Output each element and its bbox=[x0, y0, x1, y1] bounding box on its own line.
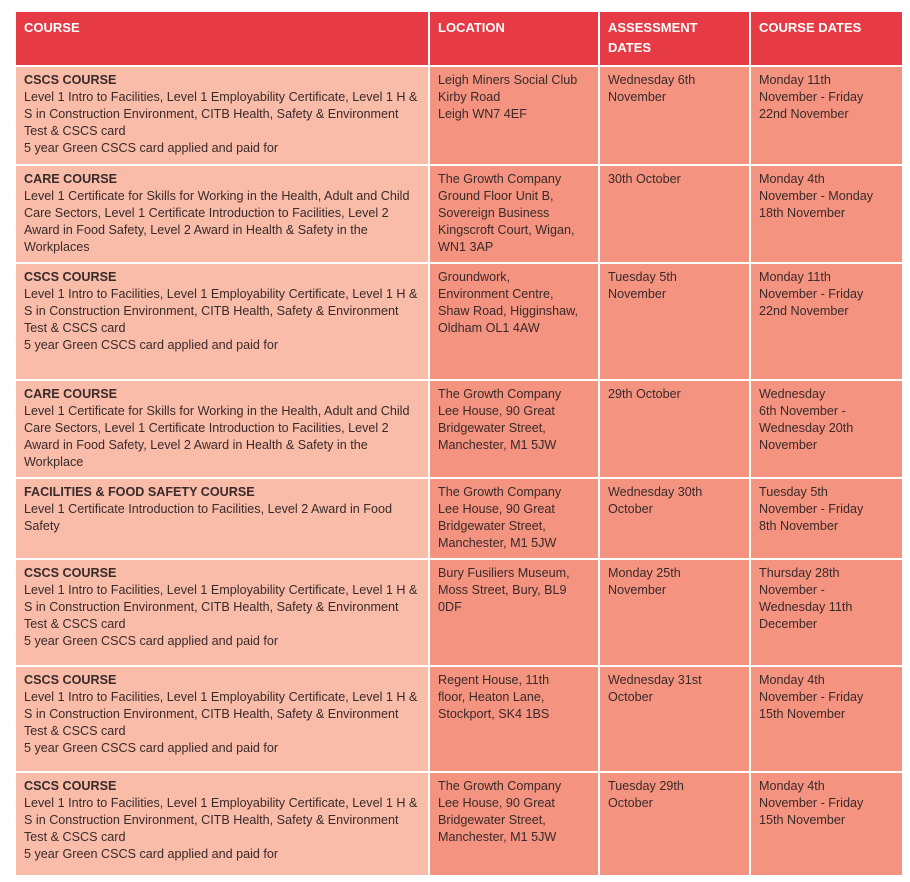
course-cell bbox=[15, 380, 429, 478]
course-title: FACILITIES & FOOD SAFETY COURSE bbox=[24, 485, 255, 499]
header-assessment-dates bbox=[599, 11, 750, 66]
dates-text: Tuesday 5th November - Friday 8th November bbox=[759, 485, 864, 533]
course-cell bbox=[15, 165, 429, 263]
course-title: CSCS COURSE bbox=[24, 779, 117, 793]
location-text: Groundwork, Environment Centre, Shaw Road, Higginshaw, Oldham OL1 4AW bbox=[438, 270, 579, 335]
assessment-text: Wednesday 30th October bbox=[608, 485, 703, 516]
course-extra: 5 year Green CSCS card applied and paid for bbox=[24, 741, 279, 755]
table-row bbox=[15, 380, 903, 478]
header-assessment-label: ASSESSMENT DATES bbox=[608, 20, 698, 55]
course-cell bbox=[15, 263, 429, 380]
course-extra: 5 year Green CSCS card applied and paid for bbox=[24, 847, 279, 861]
dates-text: Thursday 28th November - Wednesday 11th December bbox=[759, 566, 853, 631]
assessment-text: Monday 25th November bbox=[608, 566, 681, 597]
table-row bbox=[15, 165, 903, 263]
location-text: The Growth Company Lee House, 90 Great Bridgewater Street, Manchester, M1 5JW bbox=[438, 485, 562, 550]
location-cell bbox=[429, 559, 599, 666]
course-description: Level 1 Intro to Facilities, Level 1 Employability Certificate, Level 1 H & S in Construction Environment, CITB Health, Safety & Environment Test & CSCS card bbox=[24, 690, 418, 738]
header-course-dates bbox=[750, 11, 903, 66]
assessment-text: 30th October bbox=[608, 172, 681, 186]
course-cell bbox=[15, 666, 429, 772]
dates-cell bbox=[750, 165, 903, 263]
location-cell bbox=[429, 478, 599, 559]
table-row bbox=[15, 263, 903, 380]
course-description: Level 1 Intro to Facilities, Level 1 Employability Certificate, Level 1 H & S in Construction Environment, CITB Health, Safety & Environment Test & CSCS card bbox=[24, 287, 418, 335]
course-description: Level 1 Intro to Facilities, Level 1 Employability Certificate, Level 1 H & S in Construction Environment, CITB Health, Safety & Environment Test & CSCS card bbox=[24, 796, 418, 844]
table-body bbox=[15, 66, 903, 876]
location-text: Bury Fusiliers Museum, Moss Street, Bury, BL9 0DF bbox=[438, 566, 570, 614]
course-description: Level 1 Certificate for Skills for Working in the Health, Adult and Child Care Sectors, Level 1 Certificate Introduction to Facilities, Level 2 Award in Food Safety, Level 2 Award in Health & Safety in the Workplaces bbox=[24, 189, 410, 254]
course-title: CSCS COURSE bbox=[24, 270, 117, 284]
course-title: CSCS COURSE bbox=[24, 673, 117, 687]
course-description: Level 1 Certificate Introduction to Facilities, Level 2 Award in Food Safety bbox=[24, 502, 392, 533]
dates-cell bbox=[750, 559, 903, 666]
assessment-cell bbox=[599, 478, 750, 559]
course-description: Level 1 Certificate for Skills for Working in the Health, Adult and Child Care Sectors, Level 1 Certificate Introduction to Facilities, Level 2 Award in Food Safety, Level 2 Award in Health & Safety in the Workplace bbox=[24, 404, 410, 469]
course-cell bbox=[15, 66, 429, 165]
assessment-text: Wednesday 6th November bbox=[608, 73, 696, 104]
assessment-cell bbox=[599, 559, 750, 666]
assessment-text: 29th October bbox=[608, 387, 681, 401]
header-dates-label: COURSE DATES bbox=[759, 20, 862, 35]
assessment-cell bbox=[599, 380, 750, 478]
course-title: CARE COURSE bbox=[24, 172, 118, 186]
dates-cell bbox=[750, 66, 903, 165]
assessment-cell bbox=[599, 165, 750, 263]
course-cell bbox=[15, 559, 429, 666]
course-title: CSCS COURSE bbox=[24, 73, 117, 87]
table-row bbox=[15, 478, 903, 559]
table-row bbox=[15, 772, 903, 876]
dates-text: Monday 11th November - Friday 22nd November bbox=[759, 270, 864, 318]
dates-text: Monday 11th November - Friday 22nd November bbox=[759, 73, 864, 121]
assessment-cell bbox=[599, 772, 750, 876]
dates-cell bbox=[750, 478, 903, 559]
location-text: Leigh Miners Social Club Kirby Road Leigh WN7 4EF bbox=[438, 73, 578, 121]
dates-cell bbox=[750, 380, 903, 478]
location-text: The Growth Company Lee House, 90 Great Bridgewater Street, Manchester, M1 5JW bbox=[438, 779, 562, 844]
location-cell bbox=[429, 380, 599, 478]
assessment-cell bbox=[599, 666, 750, 772]
course-description: Level 1 Intro to Facilities, Level 1 Employability Certificate, Level 1 H & S in Construction Environment, CITB Health, Safety & Environment Test & CSCS card bbox=[24, 90, 418, 138]
header-course bbox=[15, 11, 429, 66]
dates-text: Monday 4th November - Friday 15th November bbox=[759, 673, 864, 721]
assessment-text: Tuesday 5th November bbox=[608, 270, 677, 301]
dates-cell bbox=[750, 772, 903, 876]
location-cell bbox=[429, 772, 599, 876]
course-description: Level 1 Intro to Facilities, Level 1 Employability Certificate, Level 1 H & S in Construction Environment, CITB Health, Safety & Environment Test & CSCS card bbox=[24, 583, 418, 631]
header-location-label: LOCATION bbox=[438, 20, 505, 35]
table-row bbox=[15, 559, 903, 666]
location-cell bbox=[429, 165, 599, 263]
dates-text: Monday 4th November - Friday 15th November bbox=[759, 779, 864, 827]
course-cell bbox=[15, 772, 429, 876]
location-text: The Growth Company Ground Floor Unit B, Sovereign Business Kingscroft Court, Wigan, WN1 3AP bbox=[438, 172, 575, 254]
assessment-cell bbox=[599, 66, 750, 165]
assessment-text: Tuesday 29th October bbox=[608, 779, 684, 810]
course-schedule-table bbox=[14, 10, 902, 877]
header-course-label: COURSE bbox=[24, 20, 80, 35]
course-extra: 5 year Green CSCS card applied and paid for bbox=[24, 338, 279, 352]
location-cell bbox=[429, 263, 599, 380]
dates-text: Wednesday 6th November - Wednesday 20th November bbox=[759, 387, 854, 452]
header-row bbox=[15, 11, 903, 66]
header-location bbox=[429, 11, 599, 66]
dates-cell bbox=[750, 666, 903, 772]
course-extra: 5 year Green CSCS card applied and paid for bbox=[24, 634, 279, 648]
dates-cell bbox=[750, 263, 903, 380]
dates-text: Monday 4th November - Monday 18th November bbox=[759, 172, 874, 220]
course-title: CARE COURSE bbox=[24, 387, 118, 401]
schedule-table bbox=[14, 10, 904, 877]
course-extra: 5 year Green CSCS card applied and paid for bbox=[24, 141, 279, 155]
course-cell bbox=[15, 478, 429, 559]
assessment-text: Wednesday 31st October bbox=[608, 673, 702, 704]
location-cell bbox=[429, 66, 599, 165]
table-row bbox=[15, 66, 903, 165]
assessment-cell bbox=[599, 263, 750, 380]
location-text: The Growth Company Lee House, 90 Great Bridgewater Street, Manchester, M1 5JW bbox=[438, 387, 562, 452]
location-text: Regent House, 11th floor, Heaton Lane, Stockport, SK4 1BS bbox=[438, 673, 550, 721]
course-title: CSCS COURSE bbox=[24, 566, 117, 580]
location-cell bbox=[429, 666, 599, 772]
table-row bbox=[15, 666, 903, 772]
